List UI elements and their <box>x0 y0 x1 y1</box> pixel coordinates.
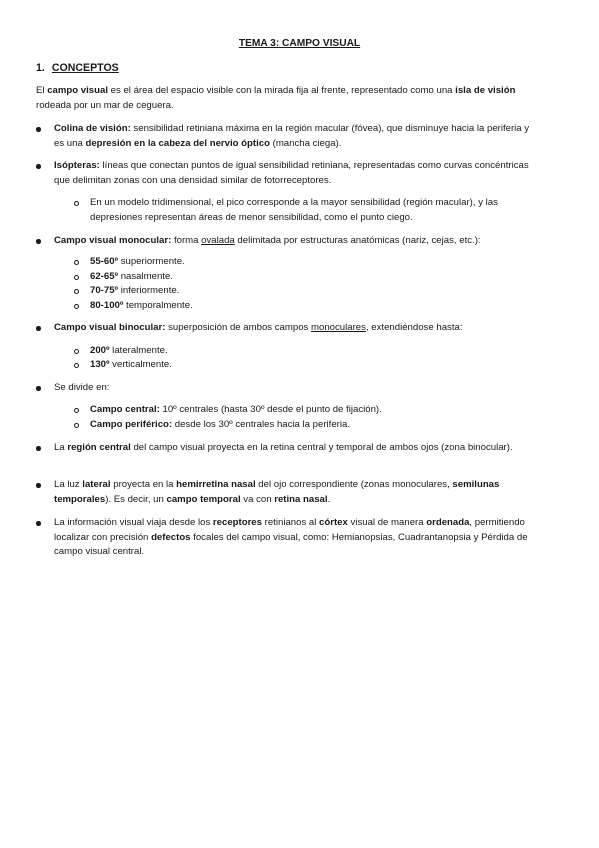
list-item-monocular: Campo visual monocular: forma ovalada delimitada por estructuras anatómicas (nariz, cejas, etc.): <box>36 234 541 249</box>
section-number: 1. <box>36 62 45 74</box>
circle-bullet-icon <box>74 363 79 368</box>
sub-item-lateral: 200º lateralmente. <box>74 344 544 359</box>
list-item-region: La región central del campo visual proyecta en la retina central y temporal de ambos ojos (zona binocular). <box>36 441 541 456</box>
circle-bullet-icon <box>74 304 79 309</box>
bullet-icon <box>36 521 41 526</box>
circle-bullet-icon <box>74 349 79 354</box>
sub-item-nasal: 62-65º nasalmente. <box>74 270 544 285</box>
bullet-icon <box>36 386 41 391</box>
list-item-luz: La luz lateral proyecta en la hemirretina nasal del ojo correspondiente (zonas monoculares, semilunas temporales). Es decir, un campo temporal va con retina nasal. <box>36 478 541 507</box>
bullet-icon <box>36 239 41 244</box>
list-item-colina: Colina de visión: sensibilidad retiniana máxima en la región macular (fóvea), que disminuye hacia la periferia y es una depresión en la cabeza del nervio óptico (mancha ciega). <box>36 122 541 151</box>
page-title: TEMA 3: CAMPO VISUAL <box>238 38 361 49</box>
list-item-divide: Se divide en: <box>36 381 541 396</box>
bullet-icon <box>36 326 41 331</box>
bullet-icon <box>36 483 41 488</box>
circle-bullet-icon <box>74 260 79 265</box>
circle-bullet-icon <box>74 408 79 413</box>
sub-item-central: Campo central: 10º centrales (hasta 30º desde el punto de fijación). <box>74 403 544 418</box>
list-item-binocular: Campo visual binocular: superposición de ambos campos monoculares, extendiéndose hasta: <box>36 321 541 336</box>
section-heading <box>36 61 119 76</box>
circle-bullet-icon <box>74 289 79 294</box>
bullet-icon <box>36 164 41 169</box>
sub-item-periferico: Campo periférico: desde los 30º centrales hacia la periferia. <box>74 418 544 433</box>
circle-bullet-icon <box>74 423 79 428</box>
sub-item-modelo: En un modelo tridimensional, el pico corresponde a la mayor sensibilidad (región macular), y las depresiones representan áreas de menor sensibilidad, como el punto ciego. <box>74 196 544 225</box>
sub-item-temporal: 80-100º temporalmente. <box>74 299 544 314</box>
section-heading-text: CONCEPTOS <box>51 62 119 74</box>
bullet-icon <box>36 446 41 451</box>
intro-paragraph: El campo visual es el área del espacio visible con la mirada fija al frente, representado como una isla de visión rodeada por un mar de ceguera. <box>36 85 516 111</box>
sub-item-inferior: 70-75º inferiormente. <box>74 284 544 299</box>
list-item-isopteras: Isópteras: líneas que conectan puntos de igual sensibilidad retiniana, representadas como curvas concéntricas que delimitan zonas con una densidad similar de fotorreceptores. <box>36 159 541 188</box>
sub-item-superior: 55-60º superiormente. <box>74 255 544 270</box>
list-item-info: La información visual viaja desde los receptores retinianos al córtex visual de manera ordenada, permitiendo localizar con precisión defectos focales del campo visual, como: Hemianopsias, Cuadrantanopsia y Pérdida de campo visual central. <box>36 516 541 560</box>
circle-bullet-icon <box>74 201 79 206</box>
sub-item-vertical: 130º verticalmente. <box>74 358 544 373</box>
bullet-icon <box>36 127 41 132</box>
circle-bullet-icon <box>74 275 79 280</box>
